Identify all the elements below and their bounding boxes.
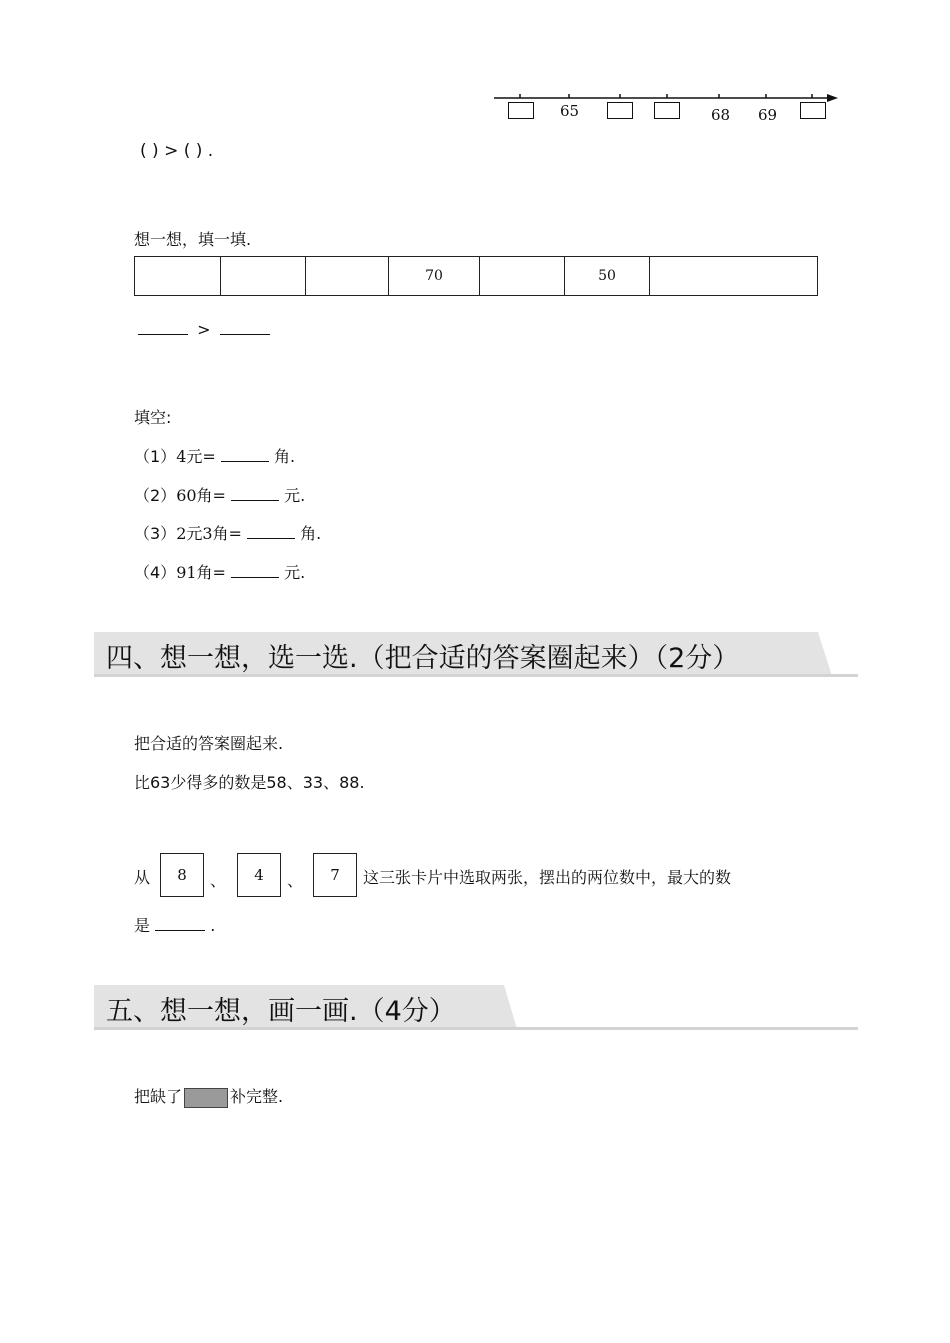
number-table xyxy=(134,256,818,296)
circle-question-line2: 比63少得多的数是58、33、88. xyxy=(134,773,365,792)
fill-item-4 xyxy=(134,560,305,583)
card-separator-2: 、 xyxy=(287,871,304,890)
fill-item-unit: 元. xyxy=(284,486,306,505)
cards-question-from: 从 xyxy=(134,868,151,887)
greater-than-sign: > xyxy=(197,320,211,339)
draw-question-after: 补完整. xyxy=(230,1087,284,1106)
number-line-label-69: 69 xyxy=(758,106,778,124)
circle-question-line1: 把合适的答案圈起来. xyxy=(134,734,284,753)
number-line xyxy=(494,88,844,128)
cards-question-line2 xyxy=(134,913,215,936)
fill-item-left: 4元= xyxy=(176,447,216,466)
number-line-blank-1[interactable] xyxy=(508,102,534,119)
table-cell-5[interactable] xyxy=(480,257,565,296)
fill-blank-1[interactable] xyxy=(221,447,269,462)
fill-item-number: （4） xyxy=(134,563,177,582)
fill-blank-3[interactable] xyxy=(247,524,295,539)
number-line-blank-2[interactable] xyxy=(607,102,633,119)
digit-card-4[interactable]: 4 xyxy=(237,853,281,897)
cards-question-rest: 这三张卡片中选取两张，摆出的两位数中，最大的数 xyxy=(363,868,732,887)
fill-title: 填空: xyxy=(134,408,172,427)
draw-question xyxy=(134,1084,283,1108)
digit-card-7[interactable]: 7 xyxy=(313,853,357,897)
compare-blank-right[interactable] xyxy=(220,320,270,335)
fill-item-unit: 元. xyxy=(284,563,306,582)
table-cell-4: 70 xyxy=(389,257,480,296)
draw-question-before: 把缺了 xyxy=(134,1087,183,1106)
cards-answer-blank[interactable] xyxy=(155,916,205,931)
table-cell-1[interactable] xyxy=(135,257,221,296)
fill-item-left: 91角= xyxy=(176,563,226,582)
cards-line2-start: 是 xyxy=(134,916,151,935)
digit-card-8[interactable]: 8 xyxy=(160,853,204,897)
fill-item-number: （1） xyxy=(134,447,177,466)
fill-item-number: （3） xyxy=(134,524,177,543)
fill-item-left: 2元3角= xyxy=(176,524,242,543)
section-4-title: 四、想一想，选一选.（把合适的答案圈起来）（2分） xyxy=(106,643,740,674)
section-5-title: 五、想一想，画一画.（4分） xyxy=(106,996,456,1027)
fill-item-unit: 角. xyxy=(300,524,322,543)
number-line-blank-4[interactable] xyxy=(800,102,826,119)
compare-answer-1: ( ) > ( ) . xyxy=(140,141,214,161)
fill-item-3 xyxy=(134,521,321,544)
number-line-label-65: 65 xyxy=(560,102,580,120)
section-4-header xyxy=(94,632,858,676)
fill-blank-2[interactable] xyxy=(231,486,279,501)
number-line-label-68: 68 xyxy=(711,106,731,124)
compare-answer-2 xyxy=(138,320,270,339)
fill-blank-4[interactable] xyxy=(231,563,279,578)
table-cell-2[interactable] xyxy=(221,257,306,296)
number-line-blank-3[interactable] xyxy=(654,102,680,119)
table-cell-3[interactable] xyxy=(306,257,389,296)
compare-blank-left[interactable] xyxy=(138,320,188,335)
table-cell-7[interactable] xyxy=(650,257,818,296)
fill-item-unit: 角. xyxy=(273,447,296,466)
card-separator-1: 、 xyxy=(210,871,227,890)
table-cell-6: 50 xyxy=(565,257,650,296)
fill-item-2 xyxy=(134,483,305,506)
fill-item-left: 60角= xyxy=(176,486,226,505)
fill-item-number: （2） xyxy=(134,486,177,505)
section-5-header xyxy=(94,985,858,1029)
cards-line2-end: . xyxy=(210,916,216,935)
fill-item-1 xyxy=(134,444,295,467)
gray-rectangle-shape xyxy=(184,1088,228,1108)
table-question-prompt: 想一想，填一填. xyxy=(134,230,252,249)
